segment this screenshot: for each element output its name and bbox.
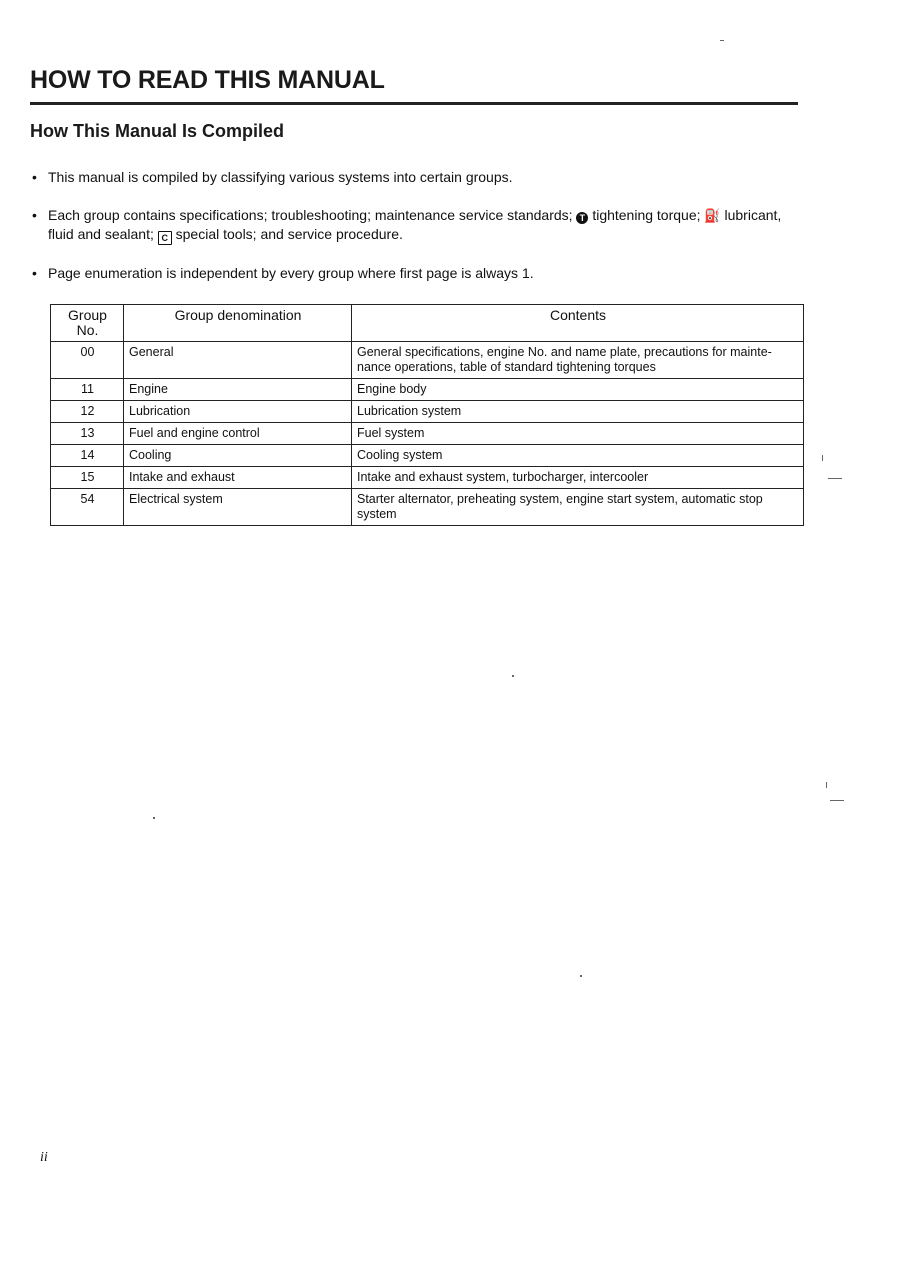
bullet-text: Each group contains specifications; troubleshooting; maintenance service standards; [48,207,573,223]
header-group-no: Group No. [51,305,124,342]
header-contents: Contents [352,305,804,342]
table-row [51,467,804,489]
cell-contents: Engine body [352,379,804,401]
cell-group-name: Electrical system [124,489,352,526]
bullet-text: tightening torque; [592,207,701,223]
cell-group-no: 15 [51,467,124,489]
table-row [51,342,804,379]
page-number: ii [40,1150,48,1165]
cell-group-name: Fuel and engine control [124,423,352,445]
cell-group-no: 12 [51,401,124,423]
title-underline [30,102,798,105]
bullet-item [30,168,810,187]
intro-bullet-list [30,168,810,302]
section-heading: How This Manual Is Compiled [30,121,285,141]
bullet-text: Page enumeration is independent by every group where first page is always 1. [48,265,534,281]
cell-group-no: 11 [51,379,124,401]
cell-group-name: Lubrication [124,401,352,423]
cell-group-name: General [124,342,352,379]
cell-group-no: 54 [51,489,124,526]
header-group-denomination: Group denomination [124,305,352,342]
bullet-text: special tools; and service procedure. [175,226,403,242]
scan-speck [720,40,724,41]
table-row [51,401,804,423]
cell-contents: General specifications, engine No. and name plate, precautions for mainte-nance operations, table of standard tightening torques [352,342,804,379]
cell-group-name: Engine [124,379,352,401]
scan-speck [580,975,582,977]
special-tool-icon: C [158,231,172,245]
tightening-torque-icon: T [576,212,588,224]
cell-group-no: 14 [51,445,124,467]
bullet-item [30,264,810,283]
cell-group-no: 00 [51,342,124,379]
cell-contents: Intake and exhaust system, turbocharger, intercooler [352,467,804,489]
cell-contents: Cooling system [352,445,804,467]
scan-speck [826,782,827,788]
scan-speck [828,478,842,479]
table-row [51,489,804,526]
bullet-text: lubricant, fluid and sealant; [48,207,782,242]
cell-contents: Starter alternator, preheating system, engine start system, automatic stop system [352,489,804,526]
lubricant-can-icon: ⛽ [704,208,721,223]
scan-speck [512,675,514,677]
table-header-row [51,305,804,342]
group-table [50,304,804,526]
bullet-dot-icon: • [32,207,37,223]
cell-group-no: 13 [51,423,124,445]
bullet-item [30,206,810,245]
scan-speck [822,455,823,461]
bullet-dot-icon: • [32,265,37,281]
bullet-dot-icon: • [32,169,37,185]
table-row [51,445,804,467]
scan-speck [830,800,844,801]
table-row [51,379,804,401]
cell-group-name: Cooling [124,445,352,467]
bullet-text: This manual is compiled by classifying various systems into certain groups. [48,169,513,185]
scan-speck [153,817,155,819]
cell-contents: Lubrication system [352,401,804,423]
table-row [51,423,804,445]
cell-contents: Fuel system [352,423,804,445]
cell-group-name: Intake and exhaust [124,467,352,489]
page-title: HOW TO READ THIS MANUAL [30,66,385,94]
